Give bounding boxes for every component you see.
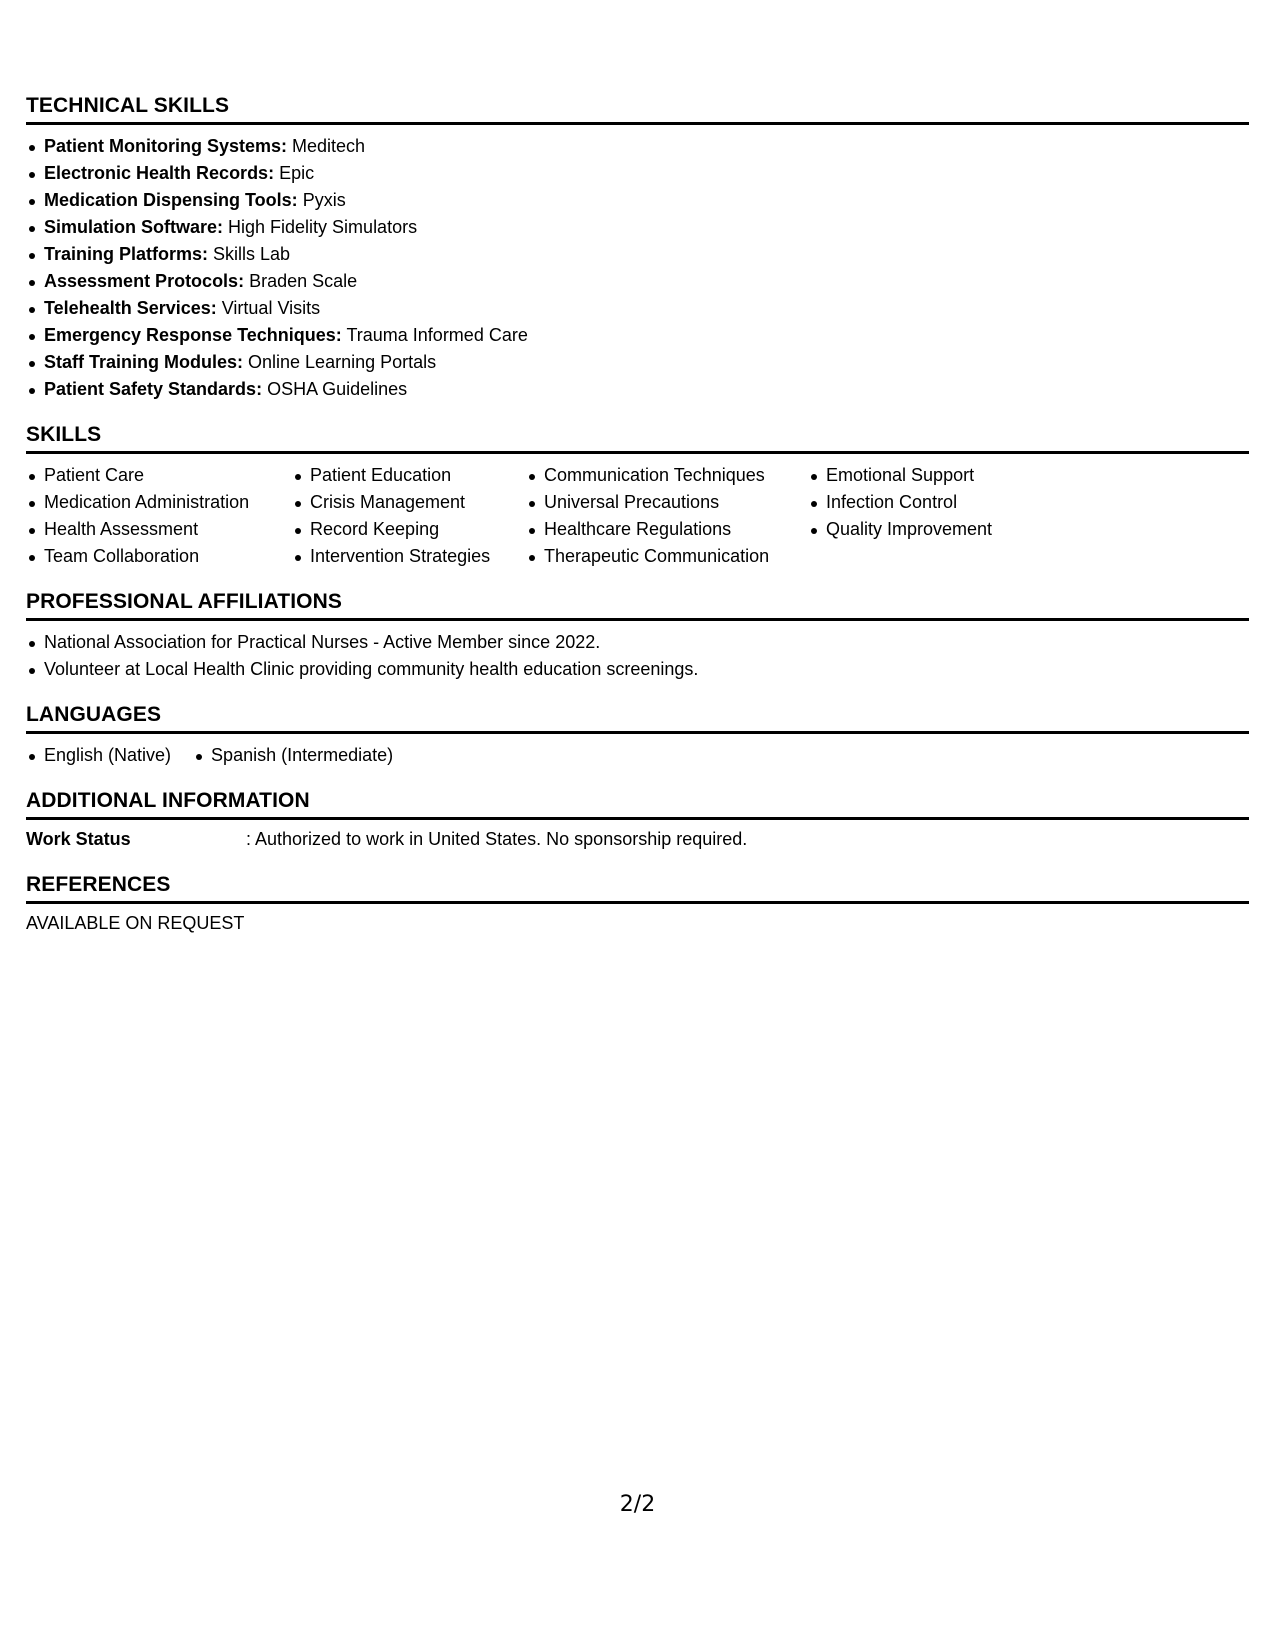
skills-section (26, 421, 1249, 570)
list-item: Medication Administration (26, 489, 274, 516)
references-section (26, 871, 1249, 937)
section-divider (26, 618, 1249, 621)
work-status-label: Work Status (26, 829, 131, 849)
skills-column (292, 462, 508, 570)
list-item: Patient Safety Standards: OSHA Guidelines (26, 376, 1249, 403)
list-item: English (Native) (26, 742, 171, 769)
list-item: Quality Improvement (808, 516, 1028, 543)
section-title-languages: LANGUAGES (26, 703, 162, 726)
affiliations-section (26, 588, 1249, 683)
list-item: Electronic Health Records: Epic (26, 160, 1249, 187)
list-item: Medication Dispensing Tools: Pyxis (26, 187, 1249, 214)
section-title-technical-skills: TECHNICAL SKILLS (26, 94, 230, 117)
section-divider (26, 122, 1249, 125)
list-item: Team Collaboration (26, 543, 274, 570)
list-item: Emergency Response Techniques: Trauma Informed Care (26, 322, 1249, 349)
section-title-references: REFERENCES (26, 873, 171, 896)
technical-skills-section (26, 92, 1249, 403)
section-divider (26, 451, 1249, 454)
skills-column (526, 462, 790, 570)
list-item: Assessment Protocols: Braden Scale (26, 268, 1249, 295)
list-item: Volunteer at Local Health Clinic providing community health education screenings. (26, 656, 1249, 683)
list-item: Simulation Software: High Fidelity Simulators (26, 214, 1249, 241)
work-status-row (26, 826, 1249, 853)
work-status-value: : Authorized to work in United States. No sponsorship required. (246, 829, 748, 849)
skills-column (808, 462, 1028, 570)
list-item: Universal Precautions (526, 489, 790, 516)
references-text: AVAILABLE ON REQUEST (26, 913, 245, 933)
list-item: Therapeutic Communication (526, 543, 790, 570)
section-divider (26, 731, 1249, 734)
section-title-additional-info: ADDITIONAL INFORMATION (26, 789, 310, 812)
languages-section (26, 701, 1249, 769)
section-title-affiliations: PROFESSIONAL AFFILIATIONS (26, 590, 342, 613)
list-item: Communication Techniques (526, 462, 790, 489)
list-item: Intervention Strategies (292, 543, 508, 570)
list-item: Record Keeping (292, 516, 508, 543)
additional-info-section (26, 787, 1249, 853)
section-divider (26, 901, 1249, 904)
list-item: Training Platforms: Skills Lab (26, 241, 1249, 268)
skills-column (26, 462, 274, 570)
resume-page (26, 92, 1249, 937)
skills-grid (26, 462, 1249, 570)
list-item: Patient Education (292, 462, 508, 489)
technical-skills-list (26, 133, 1249, 403)
list-item: Patient Monitoring Systems: Meditech (26, 133, 1249, 160)
affiliations-list (26, 629, 1249, 683)
list-item: Emotional Support (808, 462, 1028, 489)
list-item: Healthcare Regulations (526, 516, 790, 543)
languages-list (26, 742, 1249, 769)
list-item: Patient Care (26, 462, 274, 489)
page-number: 2/2 (619, 1492, 656, 1517)
list-item: Infection Control (808, 489, 1028, 516)
section-title-skills: SKILLS (26, 423, 102, 446)
list-item: Crisis Management (292, 489, 508, 516)
list-item: Health Assessment (26, 516, 274, 543)
section-divider (26, 817, 1249, 820)
list-item: Telehealth Services: Virtual Visits (26, 295, 1249, 322)
list-item: Staff Training Modules: Online Learning Portals (26, 349, 1249, 376)
list-item: Spanish (Intermediate) (193, 742, 393, 769)
list-item: National Association for Practical Nurses - Active Member since 2022. (26, 629, 1249, 656)
